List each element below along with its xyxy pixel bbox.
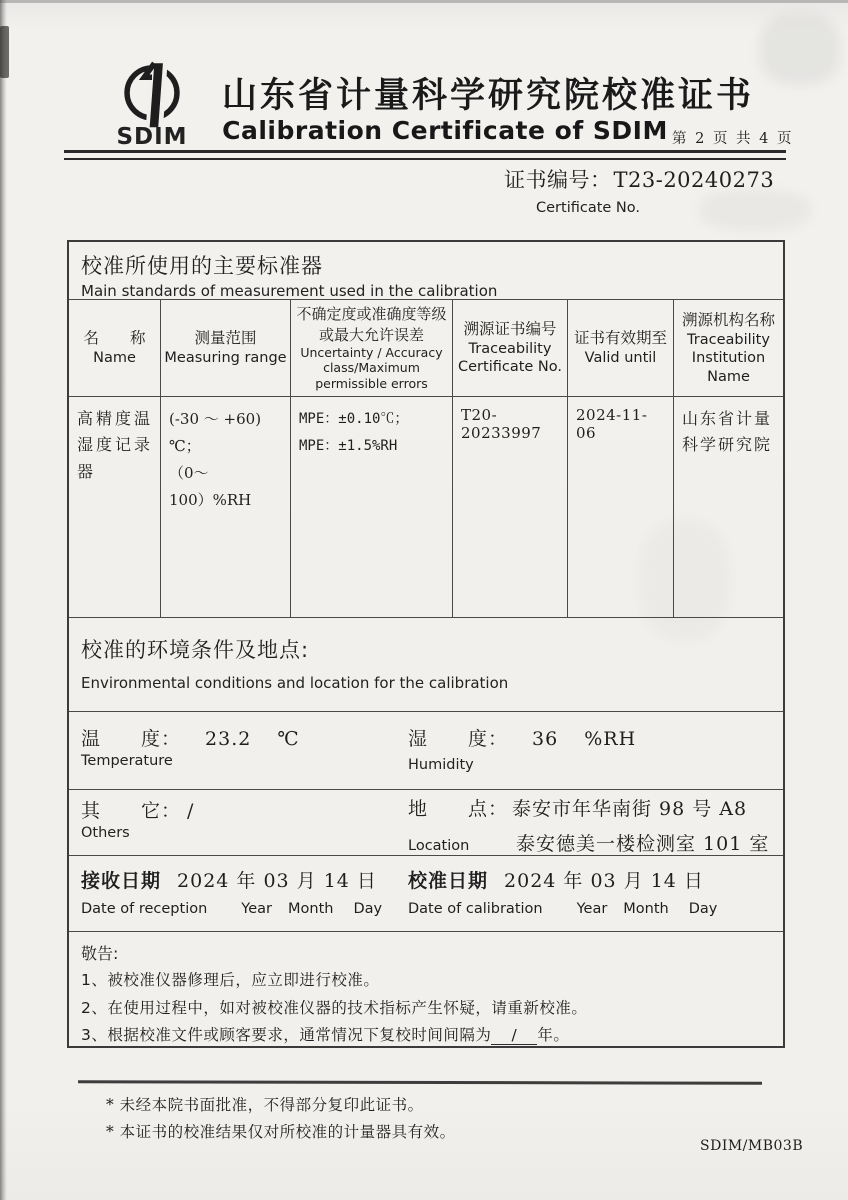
temperature-label-cn: 温 度： — [81, 728, 182, 750]
footnotes — [106, 1092, 456, 1146]
col-header-uncertainty: 不确定度或准确度等级或最大允许误差 Uncertainty / Accuracy class/Maximum permissible errors — [291, 300, 453, 396]
certificate-title-en: Calibration Certificate of SDIM — [222, 116, 668, 145]
dates-row — [69, 856, 783, 932]
location-value-line2: 泰安德美一楼检测室 101 室 — [516, 833, 770, 855]
calibration-date-label-en: Date of calibration — [408, 901, 543, 917]
certificate-title-cn: 山东省计量科学研究院校准证书 — [221, 75, 754, 116]
col-header-valid-until: 证书有效期至 Valid until — [568, 300, 674, 396]
footnote-2: * 本证书的校准结果仅对所校准的计量器具有效。 — [106, 1123, 456, 1142]
standards-title-cn: 校准所使用的主要标准器 — [81, 254, 323, 278]
notice-section — [69, 932, 783, 1050]
standards-title-en: Main standards of measurement used in the calibration — [81, 282, 498, 300]
header-divider — [64, 150, 786, 160]
humidity-field — [395, 712, 783, 789]
notice-item-3: 3、根据校准文件或顾客要求，通常情况下复校时间间隔为 / 年。 — [81, 1026, 570, 1045]
institution-cell: 山东省计量科学研究院 — [682, 409, 773, 454]
calibration-date-label-cn: 校准日期 — [408, 870, 489, 892]
certificate-number-label-cn: 证书编号： — [504, 168, 612, 192]
reception-date-value: 2024 年 03 月 14 日 — [177, 870, 377, 892]
logo-text: SDIM — [116, 124, 188, 150]
mpe-cell: MPE：±0.10℃； MPE：±1.5%RH — [291, 397, 453, 617]
location-label-en: Location — [408, 838, 470, 854]
footer-divider — [78, 1080, 762, 1084]
temperature-value: 23.2 — [205, 728, 252, 750]
others-field — [69, 790, 395, 855]
others-value: / — [187, 800, 195, 822]
reception-date-field: 接收日期 2024 年 03 月 14 日 Date of reception Year Month Day — [81, 870, 383, 917]
standards-table-header-row — [69, 300, 783, 397]
calibration-date-field: 校准日期 2024 年 03 月 14 日 Date of calibration Year Month Day — [408, 870, 718, 917]
traceability-no-cell: T20-20233997 — [453, 397, 568, 617]
scan-bleed-mark — [700, 190, 810, 230]
temperature-label-en: Temperature — [81, 753, 173, 769]
environment-section-header — [69, 618, 783, 712]
notice-item-1: 1、被校准仪器修理后，应立即进行校准。 — [81, 971, 380, 989]
page-indicator: 第 2 页 共 4 页 — [672, 131, 794, 147]
form-code: SDIM/MB03B — [700, 1138, 804, 1154]
temperature-field — [69, 712, 395, 789]
scan-corner-mark — [0, 26, 9, 78]
footnote-1: * 未经本院书面批准，不得部分复印此证书。 — [106, 1096, 424, 1114]
environment-title-en: Environmental conditions and location for the calibration — [81, 674, 509, 692]
valid-until-cell: 2024-11-06 — [568, 397, 674, 617]
temperature-humidity-row — [69, 712, 783, 790]
location-label-cn: 地 点： — [408, 798, 509, 820]
col-header-institution: 溯源机构名称 Traceability Institution Name — [681, 311, 775, 385]
others-location-row — [69, 790, 783, 856]
notice-item-2: 2、在使用过程中，如对被校准仪器的技术指标产生怀疑，请重新校准。 — [81, 998, 588, 1017]
temperature-unit: ℃ — [277, 728, 300, 750]
calibration-date-value: 2024 年 03 月 14 日 — [504, 870, 704, 892]
standards-table-data-row — [69, 397, 783, 618]
location-value-line1: 泰安市年华南街 98 号 A8 — [512, 798, 748, 820]
humidity-value: 36 — [532, 728, 559, 750]
certificate-number-label-en: Certificate No. — [536, 200, 640, 216]
humidity-unit: %RH — [584, 728, 637, 750]
col-header-traceability-no: 溯源证书编号 Traceability Certificate No. — [453, 300, 568, 396]
others-label-cn: 其 它： — [81, 800, 182, 822]
standard-name-cell: 高精度温湿度记录器 — [69, 397, 161, 617]
others-label-en: Others — [81, 825, 130, 841]
certificate-number-line — [504, 164, 774, 194]
notice-title: 敬告: — [81, 944, 119, 963]
humidity-label-en: Humidity — [408, 757, 474, 773]
reception-date-label-en: Date of reception — [81, 901, 208, 917]
recalibration-interval-blank: / — [491, 1027, 537, 1045]
environment-title-cn: 校准的环境条件及地点: — [81, 638, 310, 662]
humidity-label-cn: 湿 度： — [408, 728, 509, 750]
certificate-number-value: T23-20240273 — [613, 168, 775, 192]
scan-edge-shadow — [0, 0, 7, 1200]
standards-section-header — [69, 242, 783, 300]
col-header-measuring-range: 测量范围 Measuring range — [161, 300, 291, 396]
scan-top-shadow — [0, 0, 848, 3]
reception-date-label-cn: 接收日期 — [81, 870, 162, 892]
col-header-name: 名 称 Name — [69, 300, 161, 396]
certificate-body-table — [67, 240, 785, 1048]
location-field — [395, 790, 783, 855]
measuring-range-cell: (-30 ～ +60) ℃； （0～100）%RH — [161, 397, 291, 617]
